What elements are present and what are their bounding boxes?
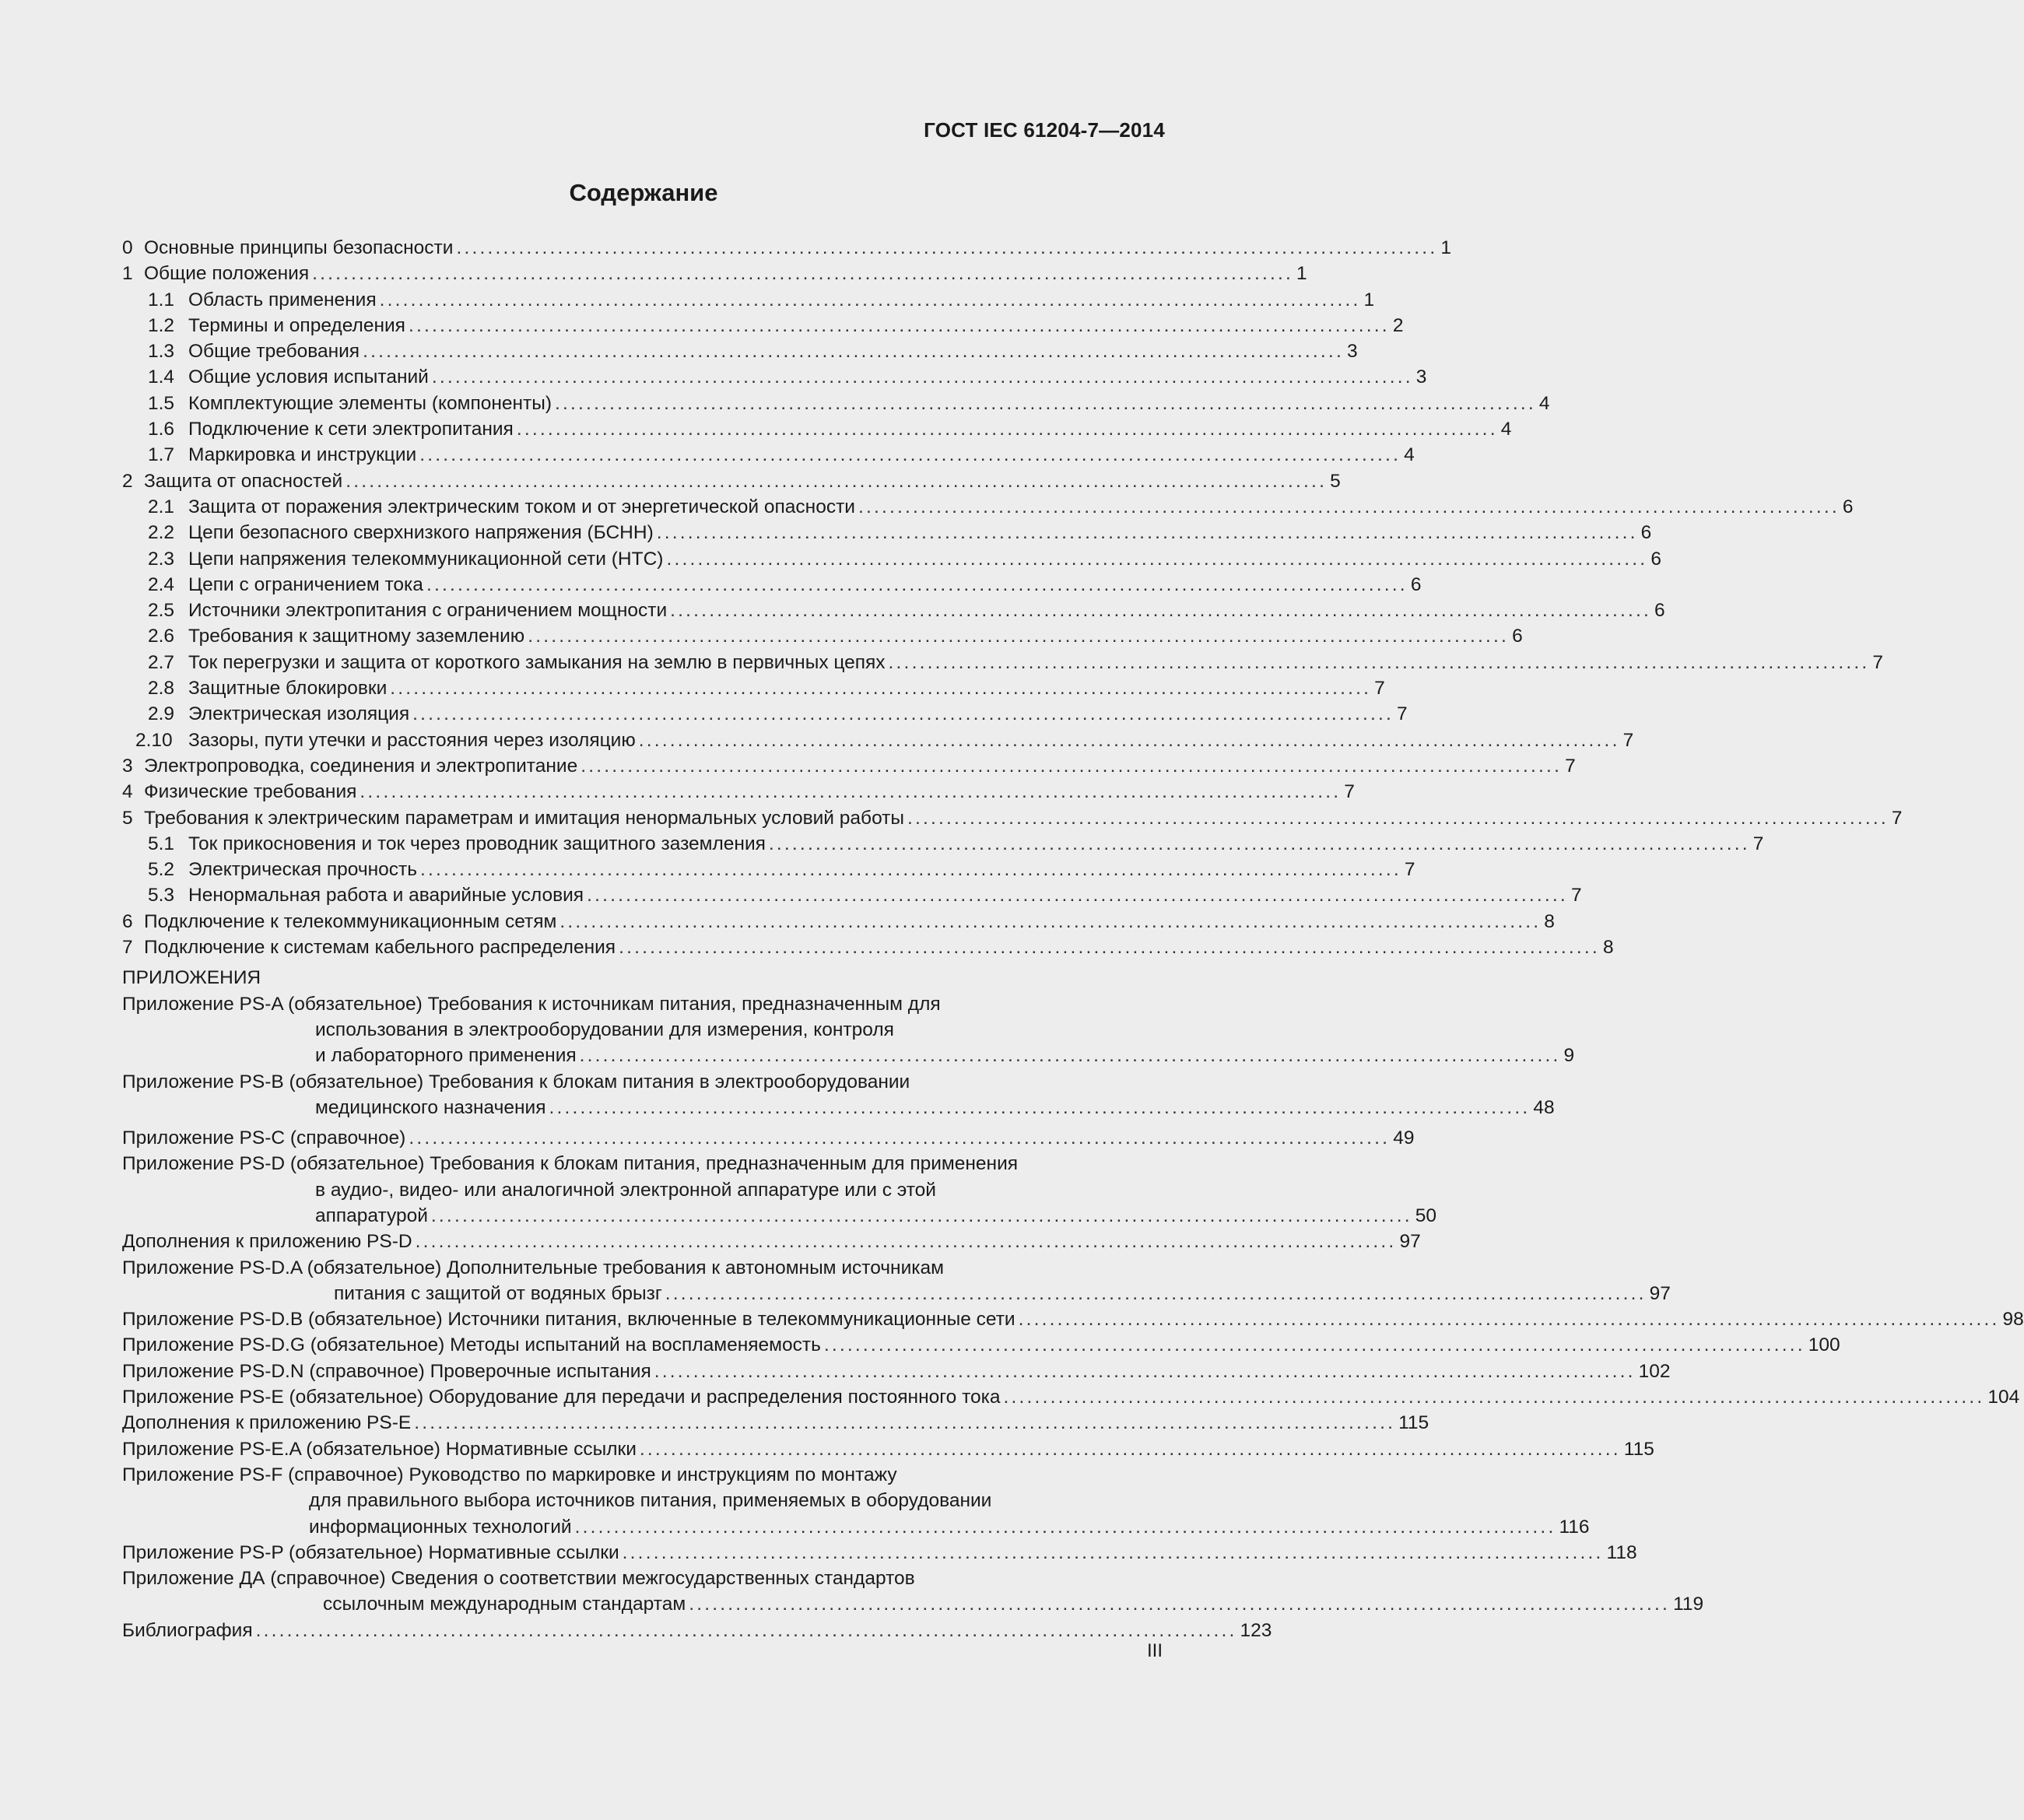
dot-leader: .............................................................................................................................. [430, 1205, 1412, 1226]
toc-text: Цепи безопасного сверхнизкого напряжения (БСНН) [188, 522, 654, 544]
toc-entry-2-9[interactable] [122, 701, 1408, 727]
appendix-ps-e-additions[interactable] [122, 1410, 1429, 1436]
toc-text: информационных технологий [309, 1516, 572, 1538]
dot-leader: .............................................................................................................................. [549, 1096, 1531, 1118]
appendix-ps-d-n[interactable] [122, 1359, 1671, 1384]
toc-text: Дополнения к приложению PS-D [122, 1231, 412, 1253]
toc-number: 2.1 [148, 496, 175, 517]
table-of-contents [122, 235, 2024, 1643]
toc-text: Приложение PS-D.G (обязательное) Методы испытаний на воспламеняемость [122, 1334, 821, 1356]
toc-entry-2-8[interactable] [122, 675, 1385, 701]
toc-number: 5.2 [148, 859, 175, 881]
toc-page: 7 [1752, 833, 1764, 854]
toc-text: Электрическая изоляция [188, 703, 410, 725]
toc-number: 2.8 [148, 678, 175, 700]
toc-number: 0 [122, 237, 133, 258]
toc-entry-2-4[interactable] [122, 572, 1422, 598]
dot-leader: .............................................................................................................................. [656, 522, 1638, 544]
dot-leader: .............................................................................................................................. [312, 263, 1294, 285]
toc-text: Ненормальная работа и аварийные условия [188, 885, 584, 906]
toc-page: 97 [1399, 1231, 1421, 1253]
toc-text: Ток перегрузки и защита от короткого замыкания на землю в первичных цепях [188, 651, 886, 673]
toc-entry-4[interactable] [122, 779, 1355, 805]
toc-number: 2.9 [148, 703, 175, 725]
dot-leader: .............................................................................................................................. [559, 910, 1542, 932]
toc-text: Зазоры, пути утечки и расстояния через изоляцию [188, 729, 636, 751]
dot-leader: .............................................................................................................................. [426, 573, 1408, 595]
toc-page: 1 [1363, 289, 1375, 310]
toc-text: Электропроводка, соединения и электропитание [144, 755, 578, 777]
toc-entry-5-2[interactable] [122, 857, 1415, 882]
toc-text: Приложение PS-C (справочное) [122, 1127, 406, 1149]
toc-text: Ток прикосновения и ток через проводник защитного заземления [188, 833, 766, 854]
toc-text: использования в электрооборудовании для измерения, контроля [315, 1019, 894, 1040]
toc-entry-2-2[interactable] [122, 520, 1652, 545]
dot-leader: .............................................................................................................................. [907, 807, 1889, 829]
dot-leader: .............................................................................................................................. [579, 1045, 1561, 1067]
toc-page: 7 [1374, 678, 1385, 700]
toc-text: Приложение PS-P (обязательное) Нормативные ссылки [122, 1541, 619, 1563]
toc-page: 1 [1296, 263, 1307, 285]
appendix-ps-e-a[interactable] [122, 1436, 1654, 1462]
toc-page: 4 [1538, 392, 1550, 414]
toc-page: 9 [1563, 1045, 1575, 1067]
dot-leader: .............................................................................................................................. [654, 1360, 1636, 1382]
toc-text: Маркировка и инструкции [188, 444, 417, 466]
toc-text: Дополнения к приложению PS-E [122, 1412, 412, 1434]
dot-leader: .............................................................................................................................. [581, 755, 1563, 777]
dot-leader: .............................................................................................................................. [638, 729, 1620, 751]
toc-text: и лабораторного применения [315, 1045, 577, 1067]
toc-text: Приложение PS-F (справочное) Руководство по маркировке и инструкциям по монтажу [122, 1464, 897, 1485]
toc-number: 2.3 [148, 548, 175, 570]
toc-page: 6 [1410, 573, 1422, 595]
toc-page: 6 [1640, 522, 1652, 544]
appendix-da[interactable] [122, 1566, 1704, 1618]
dot-leader: .............................................................................................................................. [363, 341, 1344, 363]
toc-number: 1 [122, 263, 133, 285]
toc-text: аппаратурой [315, 1205, 428, 1226]
toc-number: 5 [122, 807, 133, 829]
appendix-ps-d[interactable] [122, 1151, 1437, 1229]
toc-number: 7 [122, 937, 133, 959]
toc-number: 1.6 [148, 419, 175, 440]
dot-leader: .............................................................................................................................. [255, 1619, 1237, 1641]
toc-number: 2.6 [148, 626, 175, 647]
toc-page: 7 [1570, 885, 1582, 906]
toc-entry-6[interactable] [122, 909, 1555, 935]
toc-page: 115 [1623, 1438, 1654, 1460]
toc-number: 2.5 [148, 600, 175, 622]
toc-page: 4 [1500, 419, 1512, 440]
toc-page: 7 [1891, 807, 1903, 829]
toc-number: 1.3 [148, 341, 175, 363]
toc-number: 1.5 [148, 392, 175, 414]
toc-number: 3 [122, 755, 133, 777]
appendix-ps-p[interactable] [122, 1540, 1637, 1566]
toc-text: для правильного выбора источников питания, применяемых в оборудовании [309, 1490, 992, 1512]
dot-leader: .............................................................................................................................. [1018, 1309, 2000, 1331]
toc-text: Приложение ДА (справочное) Сведения о соответствии межгосударственных стандартов [122, 1568, 915, 1590]
dot-leader: .............................................................................................................................. [689, 1594, 1671, 1615]
toc-page: 123 [1240, 1619, 1272, 1641]
appendix-ps-f[interactable] [122, 1462, 1590, 1540]
appendix-ps-d-g[interactable] [122, 1332, 1840, 1358]
dot-leader: .............................................................................................................................. [516, 419, 1498, 440]
toc-text: питания с защитой от водяных брызг [334, 1282, 662, 1304]
bibliography-entry[interactable] [122, 1618, 1272, 1643]
toc-entry-0[interactable] [122, 235, 1451, 261]
toc-text: Библиография [122, 1619, 253, 1641]
toc-text: Подключение к системам кабельного распределения [144, 937, 616, 959]
toc-number: 1.4 [148, 366, 175, 388]
toc-text: Источники электропитания с ограничением мощности [188, 600, 668, 622]
dot-leader: .............................................................................................................................. [528, 626, 1510, 647]
toc-number: 2 [122, 470, 133, 492]
toc-text: Приложение PS-E.A (обязательное) Нормативные ссылки [122, 1438, 637, 1460]
toc-page: 97 [1649, 1282, 1671, 1304]
toc-page: 2 [1392, 314, 1404, 336]
dot-leader: .............................................................................................................................. [888, 651, 1870, 673]
dot-leader: .............................................................................................................................. [360, 781, 1342, 803]
appendix-ps-d-additions[interactable] [122, 1229, 1421, 1254]
toc-page: 6 [1654, 600, 1665, 622]
appendix-ps-e[interactable] [122, 1384, 2020, 1410]
toc-number: 5.1 [148, 833, 175, 854]
toc-text: Приложение PS-E (обязательное) Оборудование для передачи и распределения постоянного тока [122, 1387, 1001, 1408]
toc-number: 1.7 [148, 444, 175, 466]
toc-number: 2.7 [148, 651, 175, 673]
dot-leader: .............................................................................................................................. [670, 600, 1652, 622]
toc-page: 4 [1404, 444, 1415, 466]
toc-page: 7 [1872, 651, 1884, 673]
toc-text: медицинского назначения [315, 1096, 546, 1118]
toc-number: 2.2 [148, 522, 175, 544]
toc-entry-5[interactable] [122, 805, 1903, 831]
toc-text: Требования к защитному заземлению [188, 626, 525, 647]
appendix-ps-d-b[interactable] [122, 1306, 2024, 1332]
toc-entry-1[interactable] [122, 261, 1307, 286]
dot-leader: .............................................................................................................................. [419, 859, 1401, 881]
dot-leader: .............................................................................................................................. [409, 1127, 1391, 1149]
appendix-ps-a[interactable] [122, 991, 1575, 1069]
toc-text: Подключение к сети электропитания [188, 419, 514, 440]
toc-text: Комплектующие элементы (компоненты) [188, 392, 552, 414]
toc-page: 3 [1346, 341, 1358, 363]
toc-page: 102 [1638, 1360, 1671, 1382]
dot-leader: .............................................................................................................................. [390, 678, 1372, 700]
toc-page: 7 [1344, 781, 1355, 803]
dot-leader: .............................................................................................................................. [414, 1412, 1396, 1434]
dot-leader: .............................................................................................................................. [415, 1231, 1397, 1253]
toc-text: Общие положения [144, 263, 310, 285]
toc-entry-1-6[interactable] [122, 416, 1512, 442]
toc-text: Общие требования [188, 341, 360, 363]
dot-leader: .............................................................................................................................. [408, 314, 1390, 336]
toc-text: Защита от поражения электрическим током и от энергетической опасности [188, 496, 855, 517]
toc-text: Защитные блокировки [188, 678, 388, 700]
toc-page: 5 [1330, 470, 1341, 492]
dot-leader: .............................................................................................................................. [768, 833, 1750, 854]
dot-leader: .............................................................................................................................. [622, 1541, 1604, 1563]
dot-leader: .............................................................................................................................. [346, 470, 1328, 492]
dot-leader: .............................................................................................................................. [555, 392, 1536, 414]
dot-leader: .............................................................................................................................. [1003, 1387, 1985, 1408]
toc-page: 7 [1397, 703, 1408, 725]
toc-number: 1.2 [148, 314, 175, 336]
toc-page: 6 [1512, 626, 1523, 647]
toc-number: 5.3 [148, 885, 175, 906]
dot-leader: .............................................................................................................................. [619, 937, 1600, 959]
dot-leader: .............................................................................................................................. [587, 885, 1568, 906]
toc-number: 1.1 [148, 289, 175, 310]
toc-page: 49 [1393, 1127, 1415, 1149]
toc-entry-2[interactable] [122, 468, 1341, 494]
toc-entry-5-1[interactable] [122, 831, 1764, 857]
toc-page: 118 [1606, 1541, 1637, 1563]
toc-text: Защита от опасностей [144, 470, 343, 492]
toc-page: 1 [1440, 237, 1451, 258]
toc-page: 119 [1673, 1594, 1704, 1615]
dot-leader: .............................................................................................................................. [665, 1282, 1647, 1304]
toc-page: 100 [1808, 1334, 1840, 1356]
toc-entry-2-6[interactable] [122, 623, 1523, 649]
toc-entry-1-2[interactable] [122, 313, 1404, 338]
toc-page: 3 [1415, 366, 1427, 388]
appendix-ps-b[interactable] [122, 1069, 1555, 1121]
toc-entry-2-1[interactable] [122, 494, 1854, 520]
toc-text: Физические требования [144, 781, 357, 803]
toc-page: 116 [1559, 1516, 1590, 1538]
toc-entry-2-3[interactable] [122, 546, 1661, 572]
toc-page: 8 [1544, 910, 1555, 932]
toc-page: 7 [1404, 859, 1415, 881]
appendices-heading: ПРИЛОЖЕНИЯ [122, 967, 261, 989]
toc-entry-3[interactable] [122, 753, 1576, 779]
toc-number: 2.4 [148, 573, 175, 595]
toc-page: 8 [1602, 937, 1614, 959]
standard-designation: ГОСТ IEC 61204-7—2014 [924, 118, 1165, 142]
toc-text: ссылочным международным стандартам [323, 1594, 686, 1615]
dot-leader: .............................................................................................................................. [431, 366, 1413, 388]
toc-text: Область применения [188, 289, 377, 310]
toc-text: Приложение PS-D.N (справочное) Проверочные испытания [122, 1360, 651, 1382]
toc-text: Цепи с ограничением тока [188, 573, 423, 595]
toc-text: Термины и определения [188, 314, 405, 336]
toc-text: Основные принципы безопасности [144, 237, 454, 258]
dot-leader: .............................................................................................................................. [419, 444, 1401, 466]
dot-leader: .............................................................................................................................. [574, 1516, 1556, 1538]
toc-text: Требования к электрическим параметрам и имитация ненормальных условий работы [144, 807, 904, 829]
toc-entry-1-3[interactable] [122, 338, 1358, 364]
dot-leader: .............................................................................................................................. [412, 703, 1394, 725]
toc-page: 98 [2002, 1309, 2024, 1331]
toc-text: Электрическая прочность [188, 859, 417, 881]
toc-number: 4 [122, 781, 133, 803]
toc-page: 48 [1533, 1096, 1555, 1118]
toc-entry-2-10[interactable] [122, 728, 1634, 753]
dot-leader: .............................................................................................................................. [456, 237, 1438, 258]
toc-text: в аудио-, видео- или аналогичной электронной аппаратуре или с этой [315, 1179, 936, 1201]
toc-entry-2-7[interactable] [122, 650, 1884, 675]
toc-number: 6 [122, 910, 133, 932]
appendix-ps-c[interactable] [122, 1125, 1415, 1151]
toc-text: Приложение PS-D.A (обязательное) Дополнительные требования к автономным источникам [122, 1257, 945, 1278]
toc-page: 7 [1622, 729, 1634, 751]
toc-page: 115 [1398, 1412, 1429, 1434]
toc-text: Приложение PS-A (обязательное) Требования к источникам питания, предназначенным для [122, 993, 941, 1015]
toc-entry-1-4[interactable] [122, 364, 1427, 390]
toc-page: 6 [1842, 496, 1854, 517]
dot-leader: .............................................................................................................................. [639, 1438, 1621, 1460]
toc-page: 6 [1650, 548, 1661, 570]
toc-entry-1-7[interactable] [122, 442, 1415, 468]
toc-page: 104 [1987, 1387, 2020, 1408]
toc-entry-1-1[interactable] [122, 287, 1375, 313]
toc-text: Приложение PS-D (обязательное) Требования к блокам питания, предназначенным для применения [122, 1153, 1019, 1175]
toc-page: 7 [1565, 755, 1576, 777]
toc-entry-5-3[interactable] [122, 882, 1582, 908]
toc-text: Общие условия испытаний [188, 366, 429, 388]
toc-text: Подключение к телекоммуникационным сетям [144, 910, 557, 932]
page-title: Содержание [569, 179, 718, 206]
page-number: III [1146, 1640, 1163, 1661]
dot-leader: .............................................................................................................................. [823, 1334, 1805, 1356]
toc-page: 50 [1415, 1205, 1437, 1226]
toc-entry-1-5[interactable] [122, 391, 1550, 416]
dot-leader: .............................................................................................................................. [379, 289, 1361, 310]
toc-text: Цепи напряжения телекоммуникационной сети (НТС) [188, 548, 664, 570]
dot-leader: .............................................................................................................................. [858, 496, 1840, 517]
appendix-ps-d-a[interactable] [122, 1255, 1671, 1307]
toc-number: 2.10 [135, 729, 173, 751]
toc-entry-7[interactable] [122, 935, 1614, 960]
toc-text: Приложение PS-B (обязательное) Требования к блокам питания в электрооборудовании [122, 1071, 910, 1092]
dot-leader: .............................................................................................................................. [666, 548, 1648, 570]
toc-text: Приложение PS-D.B (обязательное) Источники питания, включенные в телекоммуникационные сети [122, 1309, 1016, 1331]
toc-entry-2-5[interactable] [122, 598, 1665, 623]
